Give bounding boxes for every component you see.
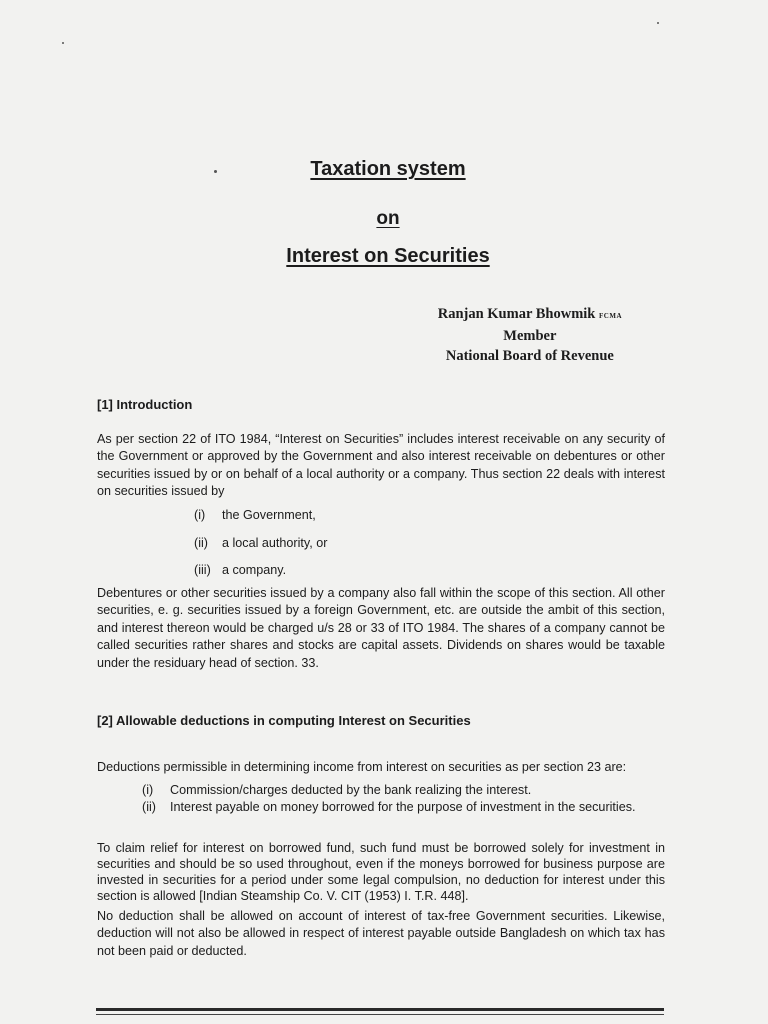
author-org: National Board of Revenue: [445, 348, 614, 364]
title-line-1: Taxation system: [310, 158, 466, 180]
list-item-number: (i): [142, 783, 154, 797]
issuer-list: [194, 508, 327, 591]
list-item-text: the Government,: [222, 508, 316, 522]
author-suffix: FCMA: [599, 312, 622, 320]
speck: [62, 42, 64, 44]
list-item-text: a company.: [222, 563, 287, 577]
deductions-list: [142, 783, 636, 816]
list-item-number: (i): [194, 508, 206, 522]
scope-paragraph: Debentures or other securities issued by a company also fall within the scope of this section. All other securities, e. g. securities issued by a foreign Government, etc. are outside the ambit of this section, and interest thereon would be charged u/s 28 or 33 of ITO 1984. The shares of a company cannot be called securities rather shares and stocks are capital assets. Dividends on shares would be taxable under the residuary head of section. 33.: [97, 586, 665, 670]
borrowed-fund-paragraph: To claim relief for interest on borrowed fund, such fund must be borrowed solely for investment in securities and should be so used throughout, even if the moneys borrowed for business purpose are invested in securities for a period under some legal compulsion, no deduction for interest under this section is allowed [Indian Steamship Co. V. CIT (1953) I. T.R. 448].: [97, 841, 665, 903]
list-item: [194, 536, 327, 564]
tax-free-paragraph: No deduction shall be allowed on account of interest of tax-free Government securities. Likewise, deduction will not also be allowed in respect of interest payable outside Bangladesh on which tax has not been paid or deducted.: [97, 909, 665, 958]
author-role: Member: [503, 328, 557, 344]
list-item-text: Interest payable on money borrowed for the purpose of investment in the securities.: [170, 799, 636, 814]
speck: [657, 22, 659, 24]
title-line-3: Interest on Securities: [286, 245, 490, 267]
list-item-number: (ii): [194, 535, 208, 550]
list-item: [142, 783, 636, 800]
list-item: [194, 508, 327, 536]
author-name: Ranjan Kumar Bhowmik: [437, 306, 596, 322]
section-heading-deductions: [2] Allowable deductions in computing Interest on Securities: [97, 713, 471, 728]
list-item: [142, 800, 636, 817]
footer-rule-thin: [96, 1014, 664, 1015]
footer-rule: [96, 1008, 664, 1011]
intro-paragraph: As per section 22 of ITO 1984, “Interest on Securities” includes interest receivable on any security of the Government or approved by the Government and also interest receivable on debentures or other securities issued by or on behalf of a local authority or a company. Thus section 22 deals with interest on securities issued by: [97, 432, 665, 499]
title-line-2: on: [376, 208, 400, 229]
list-item-text: Commission/charges deducted by the bank realizing the interest.: [170, 783, 532, 797]
author-name-line: [438, 304, 622, 326]
list-item-text: a local authority, or: [222, 535, 328, 550]
list-item-number: (iii): [194, 563, 211, 577]
deductions-intro: Deductions permissible in determining income from interest on securities as per section 23 are:: [97, 760, 627, 774]
list-item-number: (ii): [142, 799, 156, 814]
author-block: [438, 304, 622, 366]
speck: [214, 170, 217, 173]
section-heading-introduction: [1] Introduction: [97, 397, 193, 412]
